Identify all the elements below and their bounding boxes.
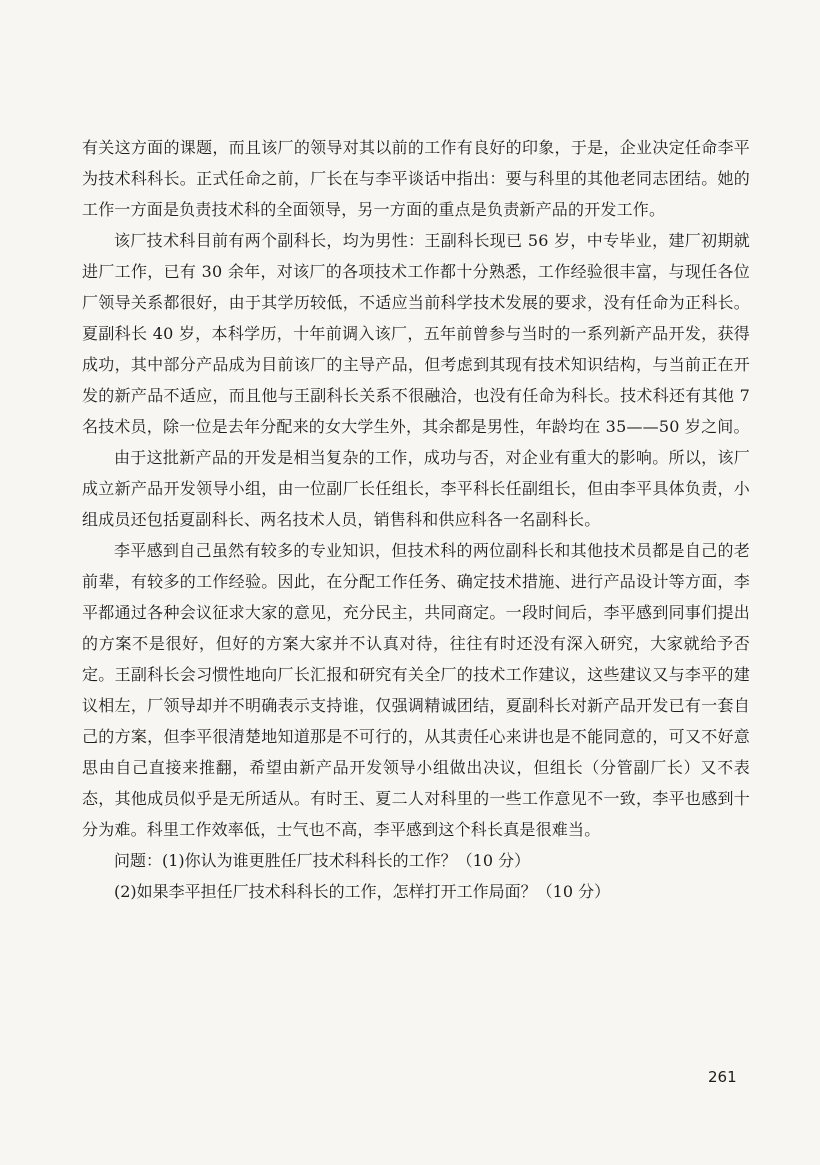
question-2: (2)如果李平担任厂技术科科长的工作，怎样打开工作局面？（10 分） <box>114 882 611 901</box>
paragraph-3: 由于这批新产品的开发是相当复杂的工作，成功与否，对企业有重大的影响。所以，该厂成立新产品开发领导小组，由一位副厂长任组长，李平科长任副组长，但由李平具体负责，小组成员还包括夏副科长、两名技术人员，销售科和供应科各一名副科长。 <box>82 448 750 529</box>
page-number: 261 <box>708 1068 737 1086</box>
paragraph-1: 有关这方面的课题，而且该厂的领导对其以前的工作有良好的印象，于是，企业决定任命李平为技术科科长。正式任命之前，厂长在与李平谈话中指出：要与科里的其他老同志团结。她的工作一方面是负责技术科的全面领导，另一方面的重点是负责新产品的开发工作。 <box>82 138 750 219</box>
question-1: 问题：(1)你认为谁更胜任厂技术科科长的工作？（10 分） <box>114 851 531 870</box>
text-body <box>82 132 750 907</box>
paragraph-4: 李平感到自己虽然有较多的专业知识，但技术科的两位副科长和其他技术员都是自己的老前辈，有较多的工作经验。因此，在分配工作任务、确定技术措施、进行产品设计等方面，李平都通过各种会议征求大家的意见，充分民主，共同商定。一段时间后，李平感到同事们提出的方案不是很好，但好的方案大家并不认真对待，往往有时还没有深入研究，大家就给予否定。王副科长会习惯性地向厂长汇报和研究有关全厂的技术工作建议，这些建议又与李平的建议相左，厂领导却并不明确表示支持谁，仅强调精诚团结，夏副科长对新产品开发已有一套自己的方案，但李平很清楚地知道那是不可行的，从其责任心来讲也是不能同意的，可又不好意思由自己直接来推翻，希望由新产品开发领导小组做出决议，但组长（分管副厂长）又不表态，其他成员似乎是无所适从。有时王、夏二人对科里的一些工作意见不一致，李平也感到十分为难。科里工作效率低，士气也不高，李平感到这个科长真是很难当。 <box>82 541 750 839</box>
paragraph-2: 该厂技术科目前有两个副科长，均为男性：王副科长现已 56 岁，中专毕业，建厂初期就进厂工作，已有 30 余年，对该厂的各项技术工作都十分熟悉，工作经验很丰富，与现任各位厂领导关系都很好，由于其学历较低，不适应当前科学技术发展的要求，没有任命为正科长。夏副科长 40 岁，本科学历，十年前调入该厂，五年前曾参与当时的一系列新产品开发，获得成功，其中部分产品成为目前该厂的主导产品，但考虑到其现有技术知识结构，与当前正在开发的新产品不适应，而且他与王副科长关系不很融洽，也没有任命为科长。技术科还有其他 7 名技术员，除一位是去年分配来的女大学生外，其余都是男性，年龄均在 35——50 岁之间。 <box>82 231 750 436</box>
